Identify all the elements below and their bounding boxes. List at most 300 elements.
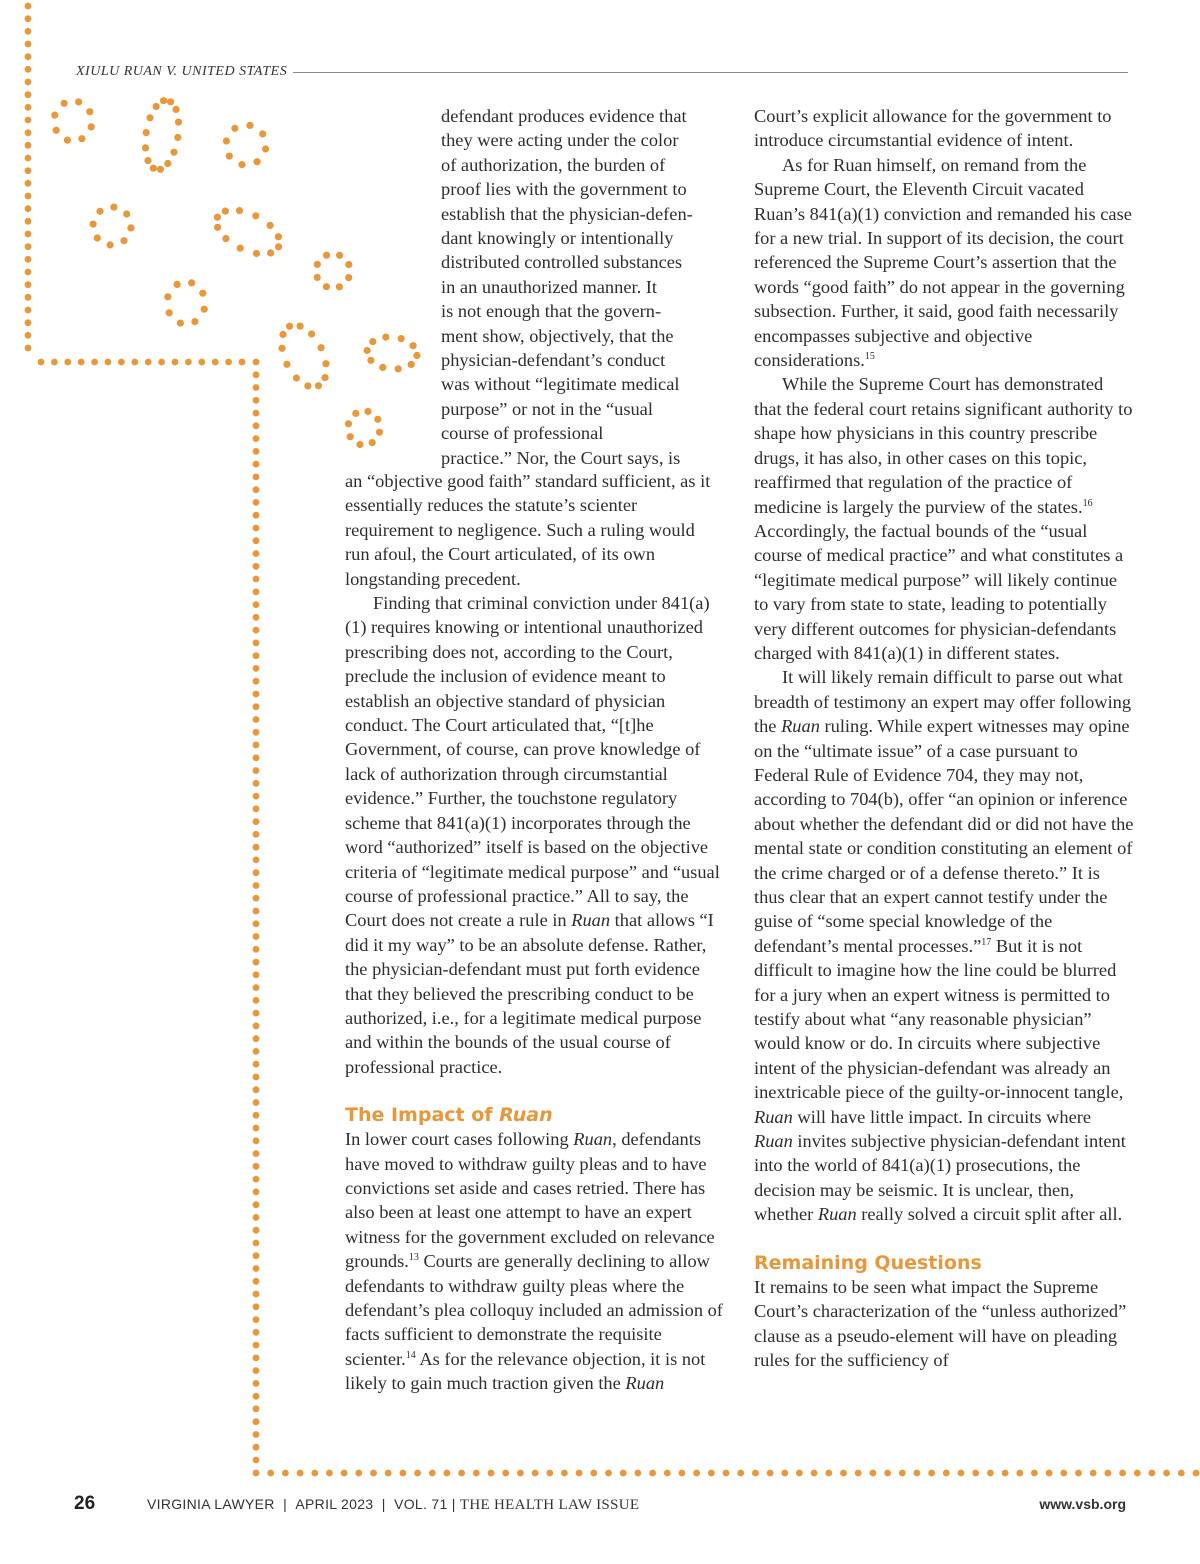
decor-dot xyxy=(25,28,32,35)
decor-dot xyxy=(25,117,32,124)
issue-title: THE HEALTH LAW ISSUE xyxy=(459,1497,640,1513)
decor-dot xyxy=(253,1342,260,1349)
decor-dot xyxy=(222,235,229,242)
decor-dot xyxy=(262,145,269,152)
decor-dot xyxy=(246,122,253,129)
decor-dot xyxy=(253,1176,260,1183)
footnote-ref-14: 14 xyxy=(405,1349,416,1361)
decor-dot xyxy=(279,331,286,338)
decor-dot xyxy=(236,207,243,214)
decor-dot xyxy=(253,550,260,557)
decor-dot xyxy=(1016,1470,1023,1477)
decor-dot xyxy=(473,1470,480,1477)
decor-dot xyxy=(253,1291,260,1298)
decor-dot xyxy=(150,165,157,172)
decor-dot xyxy=(158,359,165,366)
decor-dot xyxy=(532,1470,539,1477)
decor-dot xyxy=(253,857,260,864)
decor-dot xyxy=(355,1470,362,1477)
decor-dot xyxy=(78,135,85,142)
decor-dot xyxy=(253,448,260,455)
decor-dot xyxy=(253,614,260,621)
decor-dot xyxy=(561,1470,568,1477)
decor-dot xyxy=(267,1470,274,1477)
decor-dot xyxy=(356,441,363,448)
decor-dot xyxy=(25,243,32,250)
decor-dot xyxy=(25,319,32,326)
decor-dot xyxy=(253,627,260,634)
decor-dot xyxy=(174,134,181,141)
decor-dot xyxy=(398,335,405,342)
decor-dot xyxy=(1163,1470,1170,1477)
decor-dot xyxy=(253,1278,260,1285)
decor-dot xyxy=(1090,1470,1097,1477)
decor-dot xyxy=(253,1431,260,1438)
decor-dot xyxy=(253,716,260,723)
decor-dot xyxy=(96,208,103,215)
decor-dot xyxy=(25,231,32,238)
decor-dot xyxy=(253,1023,260,1030)
decor-dot xyxy=(253,691,260,698)
decor-dot xyxy=(253,588,260,595)
decor-dot xyxy=(253,1137,260,1144)
decor-dot xyxy=(253,1189,260,1196)
decor-dot xyxy=(78,359,85,366)
decor-dot xyxy=(781,1470,788,1477)
decor-dot xyxy=(153,103,160,110)
decor-dot xyxy=(191,318,198,325)
column-1-intro-lines xyxy=(441,104,726,470)
decor-dot xyxy=(253,640,260,647)
decor-dot xyxy=(253,1418,260,1425)
decor-dot xyxy=(164,160,171,167)
decor-dot xyxy=(364,408,371,415)
decor-dot xyxy=(649,1470,656,1477)
decor-dot xyxy=(345,420,352,427)
decor-dot xyxy=(311,1470,318,1477)
decor-dot xyxy=(167,98,174,105)
decor-dot xyxy=(1178,1470,1185,1477)
decor-dot xyxy=(51,359,58,366)
decor-dot xyxy=(201,306,208,313)
decor-dot xyxy=(253,474,260,481)
decor-dot xyxy=(376,429,383,436)
decor-dot xyxy=(253,1010,260,1017)
decor-dot xyxy=(25,3,32,10)
decor-dot xyxy=(145,359,152,366)
decor-dot xyxy=(870,1470,877,1477)
decor-dot xyxy=(253,844,260,851)
decor-dot xyxy=(253,665,260,672)
decor-dot xyxy=(226,153,233,160)
decor-dot xyxy=(253,1367,260,1374)
decor-dot xyxy=(253,1074,260,1081)
decor-dot xyxy=(253,767,260,774)
decor-dot xyxy=(321,374,328,381)
decor-dot xyxy=(253,908,260,915)
case-name-ruan: Ruan xyxy=(781,716,820,737)
decor-dot xyxy=(253,371,260,378)
decor-dot xyxy=(110,204,117,211)
decor-dot xyxy=(253,1265,260,1272)
decor-dot xyxy=(25,345,32,352)
decor-dot xyxy=(293,374,300,381)
decor-dot xyxy=(767,1470,774,1477)
case-name-ruan: Ruan xyxy=(817,1204,857,1225)
decor-dot xyxy=(385,1470,392,1477)
decor-dot xyxy=(488,1470,495,1477)
decor-dot xyxy=(64,359,71,366)
decor-dot xyxy=(400,1470,407,1477)
decor-dot xyxy=(25,193,32,200)
decor-dot xyxy=(253,1444,260,1451)
issue-date: APRIL 2023 xyxy=(295,1496,374,1512)
decor-dot xyxy=(253,1393,260,1400)
decor-dot xyxy=(253,1316,260,1323)
decor-dot xyxy=(369,338,376,345)
decor-dot xyxy=(914,1470,921,1477)
decor-dot xyxy=(253,1329,260,1336)
decor-dot xyxy=(127,224,134,231)
decor-dot xyxy=(590,1470,597,1477)
footer-separator: | xyxy=(381,1496,386,1512)
intro-line: is not enough that the govern- xyxy=(441,301,662,322)
decor-dot xyxy=(25,155,32,162)
decor-dot xyxy=(237,245,244,252)
case-name-ruan: Ruan xyxy=(625,1373,665,1394)
decor-dot xyxy=(693,1470,700,1477)
decor-dot xyxy=(88,123,95,130)
decor-dot xyxy=(341,1470,348,1477)
decor-dot xyxy=(51,112,58,119)
decor-dot xyxy=(253,1303,260,1310)
intro-line: establish that the physician-defen- xyxy=(441,203,693,224)
decor-dot xyxy=(25,104,32,111)
decor-dot xyxy=(253,869,260,876)
decor-dot xyxy=(253,742,260,749)
decor-dot xyxy=(172,106,179,113)
decor-dot xyxy=(275,233,282,240)
footnote-ref-16: 16 xyxy=(1082,497,1093,509)
paragraph-state-purview: While the Supreme Court has demonstrated that the federal court retains significant authority to shape how physicians in this country prescribe drugs, it has also, in other cases on this topic, reaffirmed that regulation of the practice of medicine is largely the purview of the states.$^{16}$ Accordingly, the factual bounds of the “usual course of medical practice” and what constitutes a “legitimate medical purpose” will likely continue to vary from state to state, leading to potentially very different outcomes for physician-defendants charged with 841(a)(1) in different states. xyxy=(754,374,1133,663)
decor-dot xyxy=(410,342,417,349)
decor-dot xyxy=(25,129,32,136)
decor-dot xyxy=(318,344,325,351)
decor-dot xyxy=(253,1125,260,1132)
section-heading-impact: The Impact of Ruan xyxy=(345,1104,553,1127)
intro-line: ment show, objectively, that the xyxy=(441,325,674,346)
intro-line: practice.” Nor, the Court says, is xyxy=(441,447,681,468)
decor-dot xyxy=(825,1470,832,1477)
decor-dot xyxy=(382,334,389,341)
footer-separator: | xyxy=(283,1496,288,1512)
decor-dot xyxy=(286,323,293,330)
decor-dot xyxy=(304,382,311,389)
decor-dot xyxy=(238,161,245,168)
decor-dot xyxy=(1149,1470,1156,1477)
decor-dot xyxy=(25,91,32,98)
decor-dot xyxy=(987,1470,994,1477)
decor-dot xyxy=(502,1470,509,1477)
column-1-main-text xyxy=(345,469,723,1396)
decor-dot xyxy=(1075,1470,1082,1477)
decor-dot xyxy=(253,1061,260,1068)
decor-dot xyxy=(214,224,221,231)
decor-dot xyxy=(174,281,181,288)
decor-dot xyxy=(223,137,230,144)
decor-dot xyxy=(253,678,260,685)
decor-dot xyxy=(943,1470,950,1477)
decor-dot xyxy=(259,130,266,137)
decor-dot xyxy=(253,576,260,583)
running-title: XIULU RUAN V. UNITED STATES xyxy=(76,64,288,79)
section-gap xyxy=(345,1079,723,1103)
decor-dot xyxy=(267,222,274,229)
decor-dot xyxy=(282,1470,289,1477)
decor-dot xyxy=(253,1457,260,1464)
decor-dot xyxy=(308,330,315,337)
decor-dot xyxy=(25,41,32,48)
decor-dot xyxy=(278,345,285,352)
dotted-bubbles-cluster xyxy=(51,97,420,448)
decor-dot xyxy=(94,234,101,241)
decor-dot xyxy=(123,210,130,217)
decor-dot xyxy=(1031,1470,1038,1477)
decor-dot xyxy=(25,79,32,86)
decor-dot xyxy=(253,1406,260,1413)
decor-dot xyxy=(253,563,260,570)
column-2-text xyxy=(754,104,1134,1372)
running-header xyxy=(76,62,1128,82)
decor-dot xyxy=(253,486,260,493)
decor-dot xyxy=(345,261,352,268)
decor-dot xyxy=(323,283,330,290)
decor-dot xyxy=(664,1470,671,1477)
decor-dot xyxy=(253,525,260,532)
decor-dot xyxy=(166,309,173,316)
case-name-ruan: Ruan xyxy=(754,1106,793,1127)
decor-dot xyxy=(160,97,167,104)
paragraph-remaining-questions: It remains to be seen what impact the Supreme Court’s characterization of the “unless authorized” clause as a pseudo-element will have on pleading rules for the sufficiency of xyxy=(754,1276,1127,1370)
intro-line: physician-defendant’s conduct xyxy=(441,350,666,371)
decor-dot xyxy=(188,279,195,286)
decor-dot xyxy=(679,1470,686,1477)
decor-dot xyxy=(225,359,232,366)
decor-dot xyxy=(253,971,260,978)
decor-dot xyxy=(315,382,322,389)
decor-dot xyxy=(253,920,260,927)
decor-dot xyxy=(25,66,32,73)
intro-line: of authorization, the burden of xyxy=(441,154,666,175)
decor-dot xyxy=(222,208,229,215)
intro-line: was without “legitimate medical xyxy=(441,374,680,395)
decor-dot xyxy=(143,129,150,136)
decor-dot xyxy=(367,357,374,364)
decor-dot xyxy=(253,652,260,659)
decor-dot xyxy=(369,439,376,446)
decor-dot xyxy=(429,1470,436,1477)
decor-dot xyxy=(142,144,149,151)
paragraph-expert-testimony: It will likely remain difficult to parse out what breadth of testimony an expert may offer following the Ruan ruling. While expert witnesses may opine on the “ultimate issue” of a case pursuant to Federal Rule of Evidence 704, they may not, according to 704(b), offer “an opinion or inference about whether the defendant did or did not have the mental state or condition constituting an element of the crime charged or of a defense thereto.” It is thus clear that an expert cannot testify under the guise of “some special knowledge of the defendant’s mental processes.”$^{17}$ But it is not difficult to imagine how the line could be blurred for a jury when an expert witness is permitted to testify about what “any reasonable physician” would know or do. In circuits where subjective intent of the physician-defendant was already an inextricable piece of the guilty-or-innocent tangle, Ruan will have little impact. In circuits where Ruan invites subjective physician-defendant intent into the world of 841(a)(1) prosecutions, the decision may be seismic. It is unclear, then, whether Ruan really solved a circuit split after all. xyxy=(754,667,1134,1225)
decor-dot xyxy=(253,1240,260,1247)
decor-dot xyxy=(253,1252,260,1259)
decor-dot xyxy=(253,601,260,608)
case-name-ruan: Ruan xyxy=(573,1129,613,1150)
heading-case-name: Ruan xyxy=(499,1104,553,1127)
decor-dot xyxy=(605,1470,612,1477)
case-name-ruan: Ruan xyxy=(754,1131,793,1152)
decor-dot xyxy=(231,125,238,132)
decor-dot xyxy=(253,729,260,736)
paragraph-circumstantial-allowance: Court’s explicit allowance for the government to introduce circumstantial evidence of intent. xyxy=(754,106,1112,151)
decor-dot xyxy=(164,293,171,300)
intro-line: they were acting under the color xyxy=(441,130,679,151)
decor-dot xyxy=(253,703,260,710)
decor-dot xyxy=(25,332,32,339)
decor-dot xyxy=(517,1470,524,1477)
decor-dot xyxy=(855,1470,862,1477)
decor-dot xyxy=(253,1380,260,1387)
decor-dot xyxy=(413,352,420,359)
decor-dot xyxy=(131,359,138,366)
decor-dot xyxy=(737,1470,744,1477)
decor-dot xyxy=(546,1470,553,1477)
decor-dot xyxy=(253,1214,260,1221)
decor-dot xyxy=(253,882,260,889)
decor-dot xyxy=(322,360,329,367)
decor-dot xyxy=(172,359,179,366)
decor-dot xyxy=(253,1227,260,1234)
decor-dot xyxy=(253,1470,260,1477)
decor-dot xyxy=(25,218,32,225)
decor-dot xyxy=(723,1470,730,1477)
decor-dot xyxy=(1060,1470,1067,1477)
decor-dot xyxy=(64,137,71,144)
footnote-ref-13: 13 xyxy=(408,1252,419,1264)
decor-dot xyxy=(326,1470,333,1477)
decor-dot xyxy=(336,283,343,290)
decor-dot xyxy=(253,1099,260,1106)
intro-line: in an unauthorized manner. It xyxy=(441,276,658,297)
decor-dot xyxy=(253,831,260,838)
website-url: www.vsb.org xyxy=(1039,1496,1126,1512)
decor-dot xyxy=(25,142,32,149)
decor-dot xyxy=(253,806,260,813)
decor-dot xyxy=(253,512,260,519)
decor-dot xyxy=(239,359,246,366)
decor-dot xyxy=(86,108,93,115)
decor-dot xyxy=(253,1150,260,1157)
decor-dot xyxy=(620,1470,627,1477)
section-heading-remaining-questions: Remaining Questions xyxy=(754,1251,982,1274)
decor-dot xyxy=(118,359,125,366)
decor-dot xyxy=(297,323,304,330)
section-gap xyxy=(754,1227,1134,1251)
decor-dot xyxy=(120,237,127,244)
decor-dot xyxy=(840,1470,847,1477)
decor-dot xyxy=(899,1470,906,1477)
decor-dot xyxy=(254,158,261,165)
decor-dot xyxy=(811,1470,818,1477)
decor-dot xyxy=(364,347,371,354)
decor-dot xyxy=(379,364,386,371)
footer-separator: | xyxy=(451,1496,456,1512)
column-1-top-text xyxy=(441,104,726,470)
decor-dot xyxy=(253,780,260,787)
decor-dot xyxy=(796,1470,803,1477)
decor-dot xyxy=(1119,1470,1126,1477)
decor-dot xyxy=(370,1470,377,1477)
decor-dot xyxy=(253,435,260,442)
decor-dot xyxy=(214,214,221,221)
decor-dot xyxy=(414,1470,421,1477)
column-1-continuation-text: an “objective good faith” standard sufficient, as it essentially reduces the statute’s scienter requirement to negligence. Such a ruling would run afoul, the Court articulated, of its own longstanding precedent. xyxy=(345,471,711,589)
decor-dot xyxy=(253,499,260,506)
page-footer xyxy=(0,1493,1200,1517)
intro-line: distributed controlled substances xyxy=(441,252,683,273)
intro-line: proof lies with the government to xyxy=(441,179,687,200)
footnote-ref-17: 17 xyxy=(981,936,992,948)
intro-line: dant knowingly or intentionally xyxy=(441,228,674,249)
decor-dot xyxy=(157,166,164,173)
decor-dot xyxy=(253,946,260,953)
decor-dot xyxy=(107,241,114,248)
decor-dot xyxy=(444,1470,451,1477)
decor-dot xyxy=(75,98,82,105)
decor-dot xyxy=(25,15,32,22)
decor-dot xyxy=(185,359,192,366)
decor-dot xyxy=(752,1470,759,1477)
decor-dot xyxy=(25,167,32,174)
decor-dot xyxy=(458,1470,465,1477)
decor-dot xyxy=(323,252,330,259)
decor-dot xyxy=(576,1470,583,1477)
page-number: 26 xyxy=(74,1493,96,1514)
decor-dot xyxy=(1134,1470,1141,1477)
decor-dot xyxy=(90,221,97,228)
decor-dot xyxy=(253,461,260,468)
decor-dot xyxy=(253,537,260,544)
decor-dot xyxy=(25,180,32,187)
decor-dot xyxy=(253,384,260,391)
decor-dot xyxy=(1193,1470,1200,1477)
decor-dot xyxy=(252,212,259,219)
volume: VOL. 71 xyxy=(394,1496,448,1512)
decor-dot xyxy=(314,261,321,268)
decor-dot xyxy=(253,250,260,257)
decor-dot xyxy=(61,100,68,107)
footnote-ref-15: 15 xyxy=(864,351,875,363)
decor-dot xyxy=(253,1355,260,1362)
decor-dot xyxy=(1002,1470,1009,1477)
decor-dot xyxy=(146,114,153,121)
decor-dot xyxy=(91,359,98,366)
decor-dot xyxy=(253,422,260,429)
case-name-ruan: Ruan xyxy=(571,910,611,931)
decor-dot xyxy=(25,205,32,212)
decor-dot xyxy=(253,397,260,404)
decor-dot xyxy=(144,157,151,164)
decor-dot xyxy=(253,1163,260,1170)
decor-dot xyxy=(408,361,415,368)
decor-dot xyxy=(928,1470,935,1477)
decor-dot xyxy=(253,1112,260,1119)
decor-dot xyxy=(253,933,260,940)
decor-dot xyxy=(198,359,205,366)
decor-dot xyxy=(253,895,260,902)
decor-dot xyxy=(253,410,260,417)
decor-dot xyxy=(275,243,282,250)
